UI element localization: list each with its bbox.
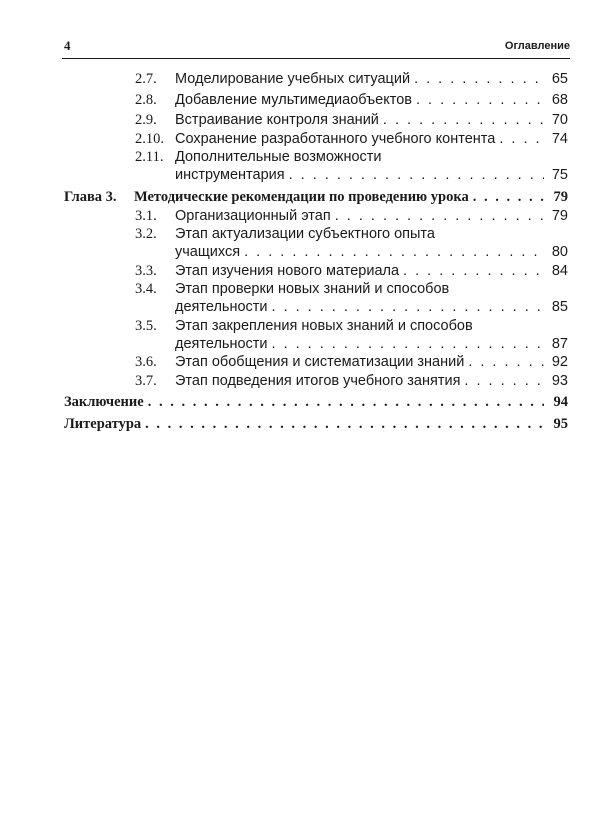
toc-entry-number: 3.7. [135, 373, 157, 389]
toc-section-entry [64, 393, 568, 411]
toc-entry-title-continued: инструментария [175, 167, 285, 183]
toc-entry [135, 317, 568, 353]
toc-entry-title-continued: учащихся [175, 244, 241, 260]
toc-entry-title-continued: деятельности [175, 299, 268, 315]
toc-leader-dots [499, 130, 544, 148]
toc-entry-number: 2.10. [135, 131, 164, 147]
toc-entry-page: 75 [551, 167, 568, 183]
toc-entry-title-continued: деятельности [175, 336, 268, 352]
toc-entry-number: 3.5. [135, 318, 157, 334]
toc-entry-title: Дополнительные возможности [175, 149, 382, 165]
header-rule [62, 58, 570, 59]
toc-leader-dots [145, 415, 544, 433]
toc-entry-page: 74 [551, 131, 568, 147]
toc-entry-title: Этап закрепления новых знаний и способов [175, 318, 473, 334]
toc-entry-page: 68 [551, 92, 568, 108]
toc-entry [135, 91, 568, 109]
toc-entry [135, 70, 568, 88]
toc-section-entry [64, 415, 568, 433]
toc-entry-page: 84 [551, 263, 568, 279]
toc-leader-dots [148, 393, 544, 411]
toc-chapter-number: Глава 3. [64, 189, 117, 205]
toc-entry-page: 79 [553, 189, 568, 205]
toc-entry-number: 2.7. [135, 71, 157, 87]
toc-entry-title: Сохранение разработанного учебного контента [175, 131, 496, 147]
toc-entry-number: 3.2. [135, 226, 157, 242]
toc-leader-dots [464, 372, 544, 390]
toc-entry-number: 2.9. [135, 112, 157, 128]
toc-entry [135, 148, 568, 184]
toc-leader-dots [414, 70, 544, 88]
toc-entry-number: 2.8. [135, 92, 157, 108]
toc-entry-title: Встраивание контроля знаний [175, 112, 379, 128]
toc-entry-page: 85 [551, 299, 568, 315]
toc-entry-page: 93 [551, 373, 568, 389]
toc-entry-page: 87 [551, 336, 568, 352]
toc-entry-title: Этап актуализации субъектного опыта [175, 226, 435, 242]
toc-leader-dots [272, 298, 544, 316]
toc-entry-page: 95 [553, 416, 568, 432]
toc-entry-number: 3.3. [135, 263, 157, 279]
toc-entry [135, 353, 568, 371]
toc-entry-title: Этап обобщения и систематизации знаний [175, 354, 465, 370]
toc-leader-dots [468, 353, 544, 371]
toc-entry-page: 94 [553, 394, 568, 410]
toc-entry-number: 3.1. [135, 208, 157, 224]
toc-leader-dots [244, 243, 544, 261]
toc-entry-title: Этап изучения нового материала [175, 263, 400, 279]
toc-entry-page: 65 [551, 71, 568, 87]
toc-entry-number: 3.6. [135, 354, 157, 370]
toc-leader-dots [272, 335, 544, 353]
toc-leader-dots [403, 262, 544, 280]
toc-entry-title: Организационный этап [175, 208, 331, 224]
toc-entry-title: Добавление мультимедиаобъектов [175, 92, 412, 108]
toc-leader-dots [416, 91, 544, 109]
toc-entry-title: Моделирование учебных ситуаций [175, 71, 411, 87]
toc-entry [135, 262, 568, 280]
toc-entry [135, 280, 568, 316]
toc-leader-dots [383, 111, 544, 129]
toc-entry-title: Этап проверки новых знаний и способов [175, 281, 450, 297]
toc-entry-page: 92 [551, 354, 568, 370]
toc-section-title: Заключение [64, 394, 144, 410]
toc-entry-page: 79 [551, 208, 568, 224]
toc-leader-dots [335, 207, 544, 225]
toc-entry-page: 80 [551, 244, 568, 260]
toc-entry-title: Этап подведения итогов учебного занятия [175, 373, 461, 389]
toc-chapter-title: Методические рекомендации по проведению урока [134, 189, 469, 205]
toc-entry [135, 111, 568, 129]
toc-entry [135, 225, 568, 261]
page-number: 4 [64, 38, 71, 53]
running-title: Оглавление [504, 40, 570, 52]
toc-chapter-entry [64, 188, 568, 206]
toc-leader-dots [473, 188, 544, 206]
toc-entry-page: 70 [551, 112, 568, 128]
toc-entry [135, 130, 568, 148]
toc-leader-dots [289, 166, 544, 184]
toc-section-title: Литература [64, 416, 142, 432]
toc-entry-number: 3.4. [135, 281, 157, 297]
toc-entry [135, 372, 568, 390]
toc-entry-number: 2.11. [135, 149, 164, 165]
toc-entry [135, 207, 568, 225]
